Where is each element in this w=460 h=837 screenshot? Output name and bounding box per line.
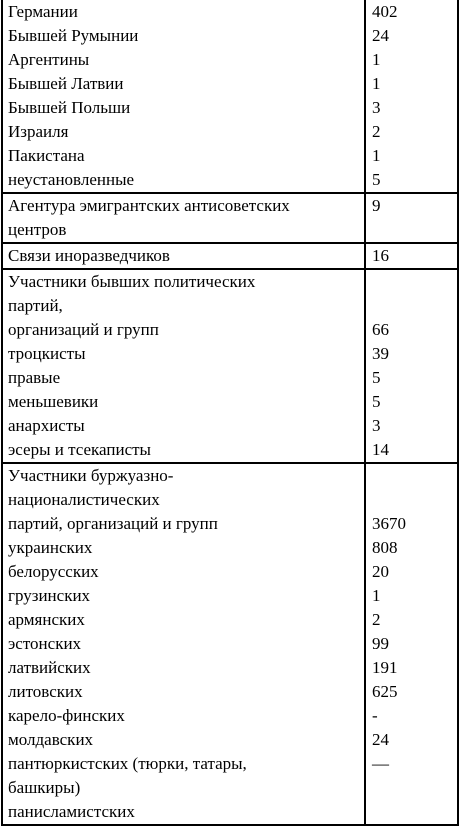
- count-cell: [365, 269, 458, 463]
- category-label: Бывшей Польши: [8, 98, 131, 117]
- category-label: латвийских: [8, 658, 91, 677]
- table-row: [2, 243, 458, 269]
- count-value: [371, 294, 457, 318]
- count-value: 16: [372, 246, 389, 265]
- category-cell: [2, 243, 365, 269]
- count-value: -: [372, 706, 378, 725]
- category-label: эсеры и тсекаписты: [8, 440, 151, 459]
- count-cell: [365, 193, 458, 243]
- category-label: эстонских: [8, 634, 82, 653]
- count-value: [371, 488, 457, 512]
- category-label: Бывшей Латвии: [8, 74, 124, 93]
- category-cell: [2, 193, 365, 243]
- count-value: 625: [372, 682, 398, 701]
- category-label: Германии: [8, 2, 78, 21]
- category-label: неустановленные: [8, 170, 135, 189]
- category-cell: [2, 463, 365, 825]
- category-label: правые: [8, 368, 61, 387]
- count-value: 1: [372, 74, 381, 93]
- category-label: армянских: [8, 610, 85, 629]
- count-value: 1: [372, 146, 381, 165]
- statistics-table: [1, 0, 459, 826]
- category-label: литовских: [8, 682, 83, 701]
- count-value: [371, 270, 457, 294]
- category-label: Израиля: [8, 122, 69, 141]
- category-label: организаций и групп: [8, 320, 159, 339]
- count-value: 808: [372, 538, 398, 557]
- category-label: меньшевики: [8, 392, 99, 411]
- count-value: 3: [372, 98, 381, 117]
- count-value: 1: [372, 586, 381, 605]
- table-row: [2, 463, 458, 825]
- count-value: 24: [372, 730, 389, 749]
- count-value: 3: [372, 416, 381, 435]
- count-value: —: [372, 754, 389, 773]
- table-row: [2, 0, 458, 193]
- category-label: грузинских: [8, 586, 91, 605]
- count-value: [371, 464, 457, 488]
- category-label: пантюркистских (тюрки, татары,: [8, 754, 247, 773]
- category-label: Участники бывших политических: [8, 272, 256, 291]
- category-label: белорусских: [8, 562, 99, 581]
- count-value: 2: [372, 610, 381, 629]
- category-label: Бывшей Румынии: [8, 26, 139, 45]
- category-label: анархисты: [8, 416, 85, 435]
- category-label: молдавских: [8, 730, 94, 749]
- count-value: 99: [372, 634, 389, 653]
- category-label: карело-финских: [8, 706, 125, 725]
- count-value: 5: [372, 392, 381, 411]
- table-row: [2, 269, 458, 463]
- category-label: партий,: [8, 296, 63, 315]
- category-label: Участники буржуазно-: [8, 466, 174, 485]
- count-value: 191: [372, 658, 398, 677]
- count-value: 20: [372, 562, 389, 581]
- category-label: троцкисты: [8, 344, 86, 363]
- category-cell: [2, 269, 365, 463]
- category-label: Пакистана: [8, 146, 85, 165]
- count-value: [371, 218, 457, 242]
- statistics-table-body: [2, 0, 458, 825]
- count-cell: [365, 243, 458, 269]
- category-label: Аргентины: [8, 50, 90, 69]
- category-label: башкиры): [8, 778, 81, 797]
- category-label: Связи иноразведчиков: [8, 246, 170, 265]
- count-value: 402: [372, 2, 398, 21]
- count-value: 2: [372, 122, 381, 141]
- count-value: [371, 800, 457, 824]
- count-value: 24: [372, 26, 389, 45]
- count-value: 5: [372, 368, 381, 387]
- count-value: 3670: [372, 514, 406, 533]
- count-value: 9: [372, 196, 381, 215]
- count-value: 1: [372, 50, 381, 69]
- count-value: 5: [372, 170, 381, 189]
- category-label: украинских: [8, 538, 93, 557]
- count-value: 66: [372, 320, 389, 339]
- category-label: партий, организаций и групп: [8, 514, 218, 533]
- count-cell: [365, 0, 458, 193]
- category-cell: [2, 0, 365, 193]
- count-cell: [365, 463, 458, 825]
- count-value: 14: [372, 440, 389, 459]
- count-value: [371, 776, 457, 800]
- category-label: панисламистских: [8, 802, 135, 821]
- category-label: центров: [8, 220, 67, 239]
- count-value: 39: [372, 344, 389, 363]
- category-label: Агентура эмигрантских антисоветских: [8, 196, 290, 215]
- table-row: [2, 193, 458, 243]
- category-label: националистических: [8, 490, 160, 509]
